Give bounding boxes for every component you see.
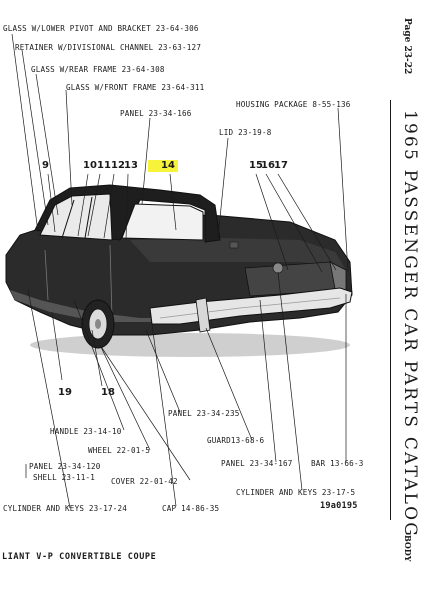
callout-cylinder-keys-left: CYLINDER AND KEYS 23-17-24 [3, 504, 128, 513]
callout-panel-235: PANEL 23-34-235 [168, 409, 240, 418]
callout-housing-package: HOUSING PACKAGE 8-55-136 [236, 100, 351, 109]
ref-number-18: 18 [101, 387, 115, 398]
ref-number-17: 17 [274, 160, 288, 171]
ref-number-19: 19 [58, 387, 72, 398]
ref-number-11: 11 [97, 160, 111, 171]
margin-rule [390, 100, 391, 520]
callout-retainer-channel: RETAINER W/DIVISIONAL CHANNEL 23-63-127 [15, 43, 202, 52]
callout-panel-120: PANEL 23-34-120 [29, 462, 101, 471]
callout-wheel: WHEEL 22-01-5 [88, 446, 151, 455]
callout-lid: LID 23-19-8 [219, 128, 272, 137]
callout-panel-167: PANEL 23-34-167 [221, 459, 293, 468]
page-number: Page 23-22 [402, 18, 412, 75]
callout-bar: BAR 13-66-3 [311, 459, 364, 468]
callout-cap: CAP 14-86-35 [162, 504, 220, 513]
figure-caption: LIANT V-P CONVERTIBLE COUPE [2, 552, 157, 562]
ref-number-16: 16 [261, 160, 275, 171]
callout-glass-front-frame: GLASS W/FRONT FRAME 23-64-311 [66, 83, 205, 92]
callout-handle: HANDLE 23-14-10 [50, 427, 122, 436]
callout-cylinder-keys-right: CYLINDER AND KEYS 23-17-5 [236, 488, 356, 497]
ref-number-12: 12 [111, 160, 125, 171]
callout-shell: SHELL 23-11-1 [33, 473, 96, 482]
section-name: BODY [403, 535, 413, 562]
callout-cover: COVER 22-01-42 [111, 477, 178, 486]
callout-glass-lower-pivot: GLASS W/LOWER PIVOT AND BRACKET 23-64-306 [3, 24, 199, 33]
ref-number-13: 13 [124, 160, 138, 171]
ref-number-9: 9 [42, 160, 49, 171]
callout-glass-rear-frame: GLASS W/REAR FRAME 23-64-308 [31, 65, 165, 74]
callout-guard: GUARD13-68-6 [207, 436, 265, 445]
callout-panel-166: PANEL 23-34-166 [120, 109, 192, 118]
ref-number-14: 14 [161, 160, 175, 171]
figure-code: 19a0195 [320, 501, 358, 511]
ref-number-10: 10 [83, 160, 97, 171]
catalog-title: 1965 PASSENGER CAR PARTS CATALOG [400, 110, 420, 539]
ref-number-15: 15 [249, 160, 263, 171]
